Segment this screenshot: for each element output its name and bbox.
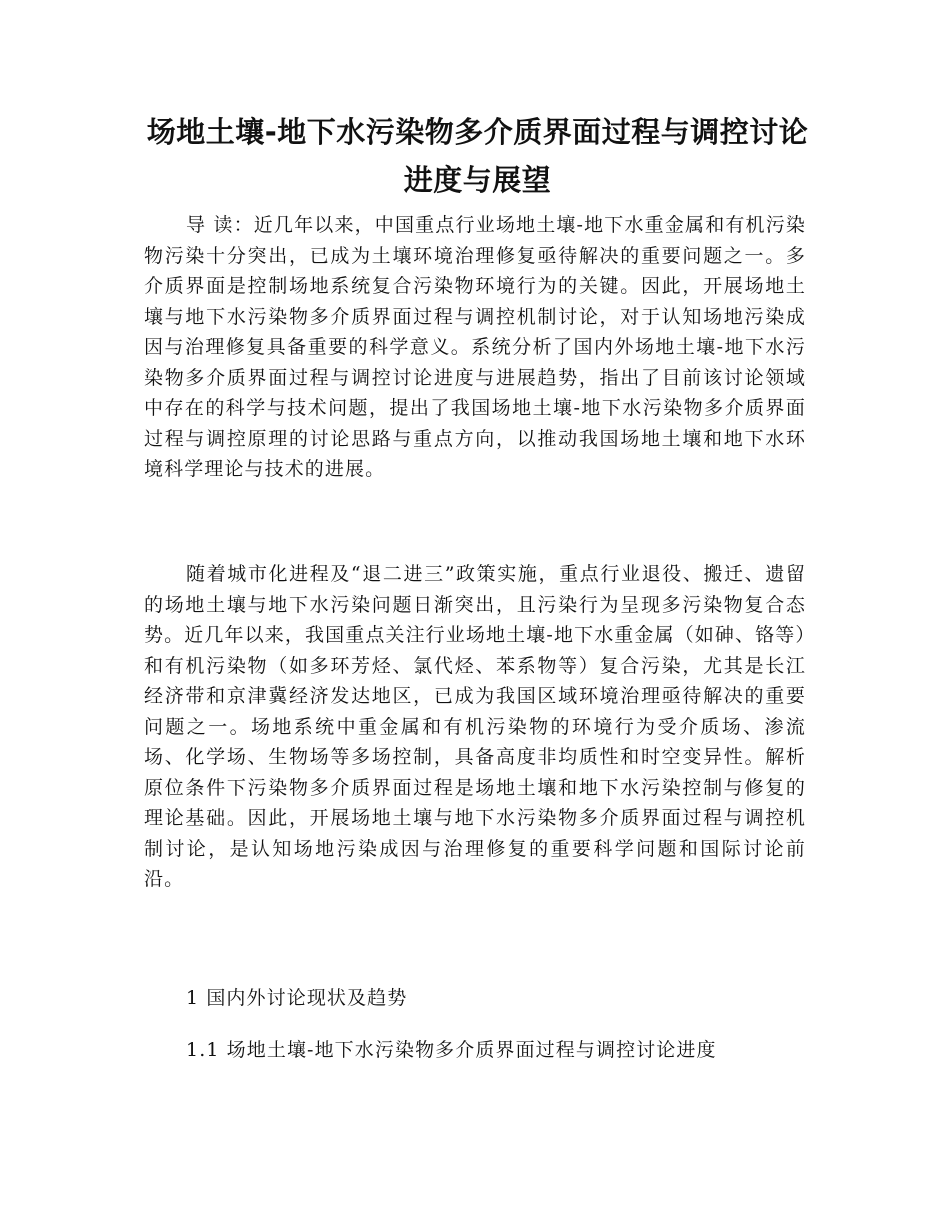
- paragraph-intro: 随着城市化进程及“退二进三”政策实施，重点行业退役、搬迁、遗留的场地土壤与地下水污染问题日渐突出，且污染行为呈现多污染物复合态势。近几年以来，我国重点关注行业场地土壤-地下水重金属（如砷、铬等）和有机污染物（如多环芳烃、氯代烃、苯系物等）复合污染，尤其是长江经济带和京津冀经济发达地区，已成为我国区域环境治理亟待解决的重要问题之一。场地系统中重金属和有机污染物的环境行为受介质场、渗流场、化学场、生物场等多场控制，具备高度非均质性和时空变异性。解析原位条件下污染物多介质界面过程是场地土壤和地下水污染控制与修复的理论基础。因此，开展场地土壤与地下水污染物多介质界面过程与调控机制讨论，是认知场地污染成因与治理修复的重要科学问题和国际讨论前沿。: [144, 563, 806, 890]
- paragraph-abstract: 导 读：近几年以来，中国重点行业场地土壤-地下水重金属和有机污染物污染十分突出，已成为土壤环境治理修复亟待解决的重要问题之一。多介质界面是控制场地系统复合污染物环境行为的关键。因此，开展场地土壤与地下水污染物多介质界面过程与调控机制讨论，对于认知场地污染成因与治理修复具备重要的科学意义。系统分析了国内外场地土壤-地下水污染物多介质界面过程与调控讨论进度与进展趋势，指出了目前该讨论领域中存在的科学与技术问题，提出了我国场地土壤-地下水污染物多介质界面过程与调控原理的讨论思路与重点方向，以推动我国场地土壤和地下水环境科学理论与技术的进展。: [144, 214, 806, 480]
- document-title: 场地土壤-地下水污染物多介质界面过程与调控讨论进度与展望: [146, 115, 809, 197]
- subsection-heading: 1.1 场地土壤-地下水污染物多介质界面过程与调控讨论进度: [186, 1039, 717, 1061]
- section-heading: 1 国内外讨论现状及趋势: [186, 987, 408, 1009]
